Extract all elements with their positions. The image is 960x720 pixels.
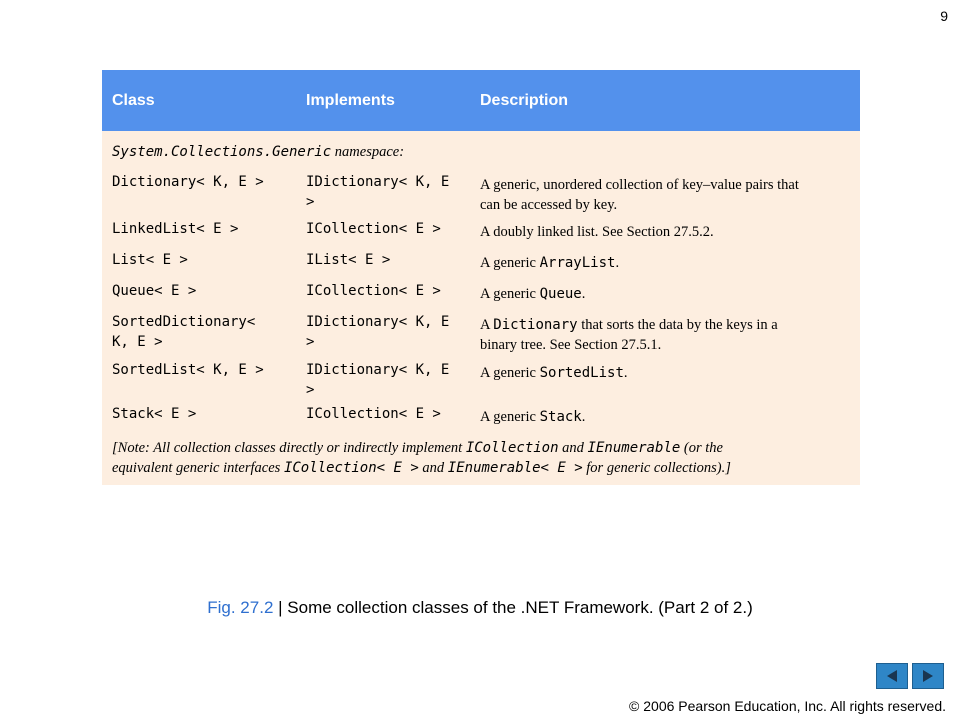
table-row-implements: ICollection< E > [306, 283, 441, 299]
table-row-class: Dictionary< K, E > [112, 174, 264, 190]
collection-classes-table [102, 70, 860, 485]
table-row-implements: ICollection< E > [306, 406, 441, 422]
table-row-implements: ICollection< E > [306, 221, 441, 237]
table-row-class: SortedDictionary< K, E > [112, 314, 256, 350]
table-row-class: Queue< E > [112, 283, 197, 299]
table-row-description: A doubly linked list. See Section 27.5.2. [480, 224, 714, 240]
header-description: Description [480, 92, 569, 109]
page-number: 9 [940, 8, 948, 24]
copyright-notice: © 2006 Pearson Education, Inc. All rights reserved. [629, 698, 946, 714]
table-row-description: A generic ArrayList. [480, 255, 620, 271]
next-slide-button[interactable] [912, 663, 944, 689]
table-row-description: A generic Queue. [480, 286, 586, 302]
copyright-symbol: © [629, 698, 640, 714]
table-row-implements: IDictionary< K, E > [306, 314, 450, 350]
table-row-description: A Dictionary that sorts the data by the keys in a binary tree. See Section 27.5.1. [480, 317, 778, 353]
caption-text: Some collection classes of the .NET Framework. (Part 2 of 2.) [287, 598, 753, 617]
table-row-implements: IList< E > [306, 252, 391, 268]
table-row-implements: IDictionary< K, E > [306, 362, 450, 398]
figure-label: Fig. 27.2 [207, 598, 274, 617]
table-header-row [102, 70, 860, 131]
table-row-class: List< E > [112, 252, 188, 268]
table-footnote: [Note: All collection classes directly or indirectly implement ICollection and IEnumerable (or the equivalent generic interfaces ICollection< E > and IEnumerable< E > for generic collections).] [112, 440, 731, 476]
table-row-class: Stack< E > [112, 406, 197, 422]
triangle-right-icon [921, 669, 935, 683]
table-row-class: LinkedList< E > [112, 221, 239, 237]
table-row-description: A generic, unordered collection of key–value pairs that can be accessed by key. [480, 177, 799, 213]
table-row-description: A generic Stack. [480, 409, 586, 425]
table-row-implements: IDictionary< K, E > [306, 174, 450, 210]
slide-navigation [876, 663, 944, 689]
header-implements: Implements [306, 92, 395, 109]
namespace-label: System.Collections.Generic namespace: [112, 144, 405, 160]
previous-slide-button[interactable] [876, 663, 908, 689]
header-class: Class [112, 92, 155, 109]
triangle-left-icon [885, 669, 899, 683]
figure-caption: Fig. 27.2 | Some collection classes of the .NET Framework. (Part 2 of 2.) [207, 598, 753, 617]
table-row-description: A generic SortedList. [480, 365, 628, 381]
table-row-class: SortedList< K, E > [112, 362, 264, 378]
